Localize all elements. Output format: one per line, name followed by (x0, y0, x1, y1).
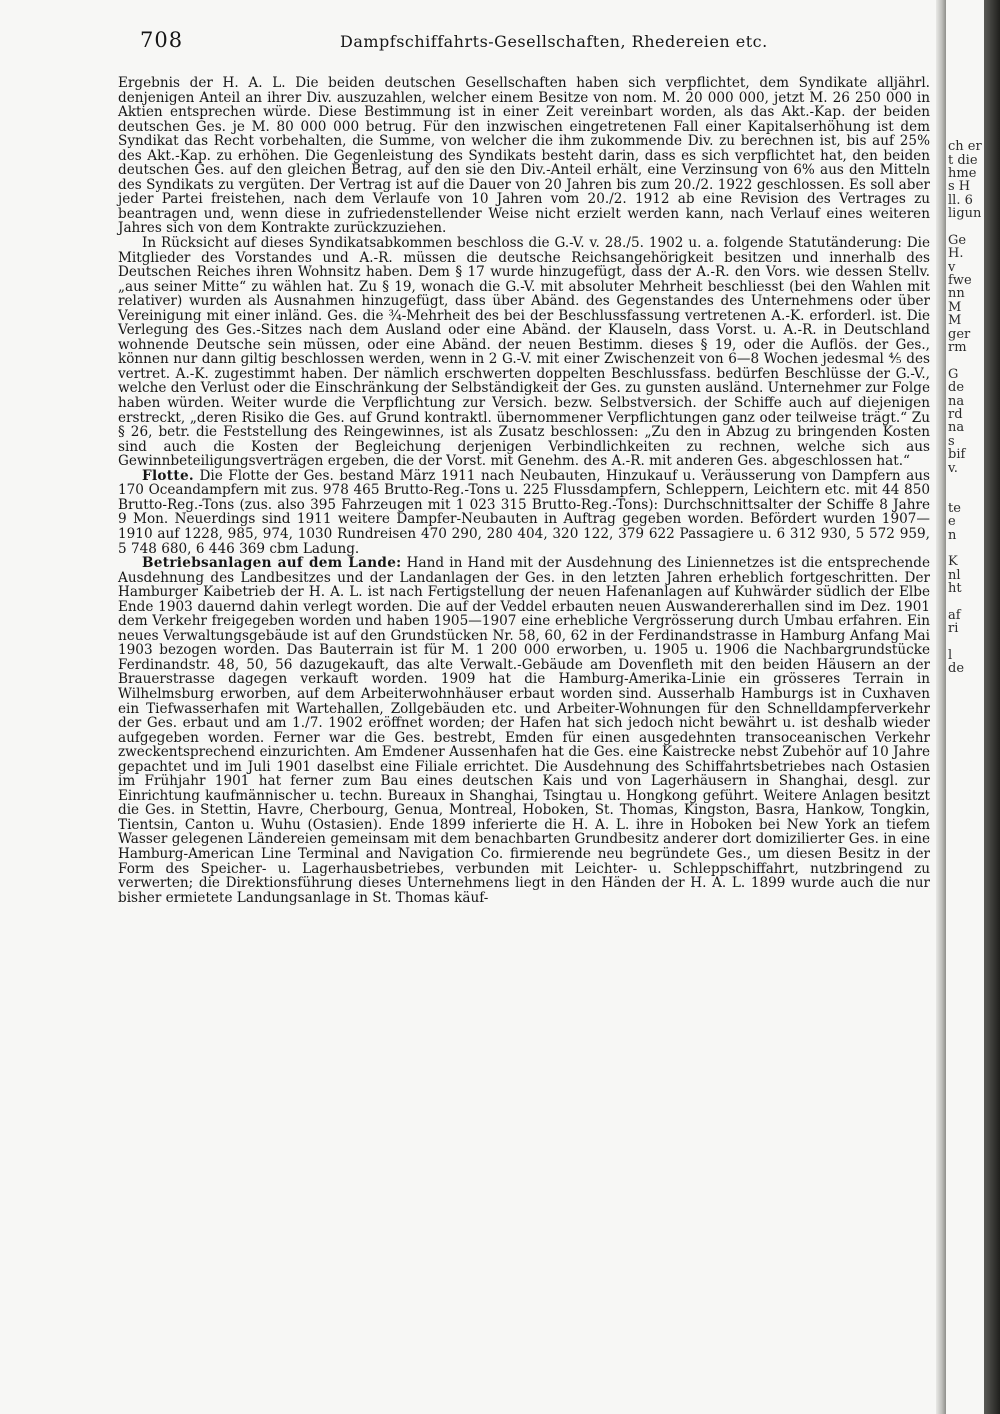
adjacent-fragment-line: l (948, 648, 953, 664)
adjacent-fragment-line: G (948, 366, 959, 382)
adjacent-fragment-line: M (948, 299, 962, 315)
adjacent-fragment-line: v. (948, 460, 958, 476)
adjacent-fragment-line: te (948, 500, 961, 516)
adjacent-fragment-line: nn (948, 286, 965, 302)
paragraph-fleet (118, 469, 930, 556)
adjacent-fragment-line: fwe (948, 273, 972, 289)
adjacent-fragment-line: e (948, 514, 956, 530)
paragraph-land-facilities (118, 556, 930, 905)
adjacent-fragment-line: ger (948, 326, 971, 342)
adjacent-fragment-line: de (948, 661, 965, 677)
adjacent-fragment-line: H. (948, 246, 964, 262)
adjacent-fragment-line: t die (948, 152, 978, 168)
adjacent-fragment-line: ll. 6 (948, 192, 973, 208)
paragraph-statute-changes: In Rücksicht auf dieses Syndikatsabkommen beschloss die G.-V. v. 28./5. 1902 u. a. folgende Statutänderung: Die Mitglieder des Vorstandes und A.-R. müssen die deutsche Reichsangehörigkeit besitzen und innerhalb des Deutschen Reiches ihren Wohnsitz haben. Dem § 17 wurde hinzugefügt, dass der A.-R. den Vors. wie dessen Stellv. „aus seiner Mitte“ zu wählen hat. Zu § 19, wonach die G.-V. mit absoluter Mehrheit beschliesst (bei den Wahlen mit relativer) wurden als Ausnahmen hinzugefügt, dass über Abänd. des Gegenstandes des Unternehmens oder über Vereinigung mit einer inländ. Ges. die ¾-Mehrheit des bei der Beschlussfassung vertretenen A.-K. erforderl. ist. Die Verlegung des Ges.-Sitzes nach dem Ausland oder eine Abänd. der Klauseln, dass Vorst. u. A.-R. in Deutschland wohnende Deutsche sein müssen, oder eine Abänd. der neuen Bestimm. dieses § 19, oder die Auflös. der Ges., können nur dann giltig beschlossen werden, wenn in 2 G.-V. mit einer Zwischenzeit von 6—8 Wochen jedesmal ⅘ des vertret. A.-K. zugestimmt haben. Der nämlich erschwerten doppelten Beschlussfass. bedürfen Beschlüsse der G.-V., welche den Verlust oder die Einschränkung der Selbständigkeit der Ges. zu gunsten ausländ. Unternehmer zur Folge haben würden. Weiter wurde die Verpflichtung zur Versich. bezw. Selbstversich. der Schiffe auch auf diejenigen erstreckt, „deren Risiko die Ges. auf Grund kontraktl. übernommener Verpflichtungen ganz oder teilweise trägt.“ Zu § 26, betr. die Feststellung des Reingewinnes, ist als Zusatz beschlossen: „Zu den in Abzug zu bringenden Kosten sind auch die Kosten der Begleichung derjenigen Verbindlichkeiten zu rechnen, welche sich aus Gewinnbeteiligungsverträgen ergeben, die der Vorst. mit Genehm. des A.-R. mit anderen Ges. abgeschlossen hat.“ (118, 235, 930, 470)
adjacent-fragment-line: rm (948, 340, 967, 356)
adjacent-fragment-line: nl (948, 567, 961, 583)
adjacent-fragment-line: na (948, 420, 965, 436)
adjacent-fragment-line: hme (948, 165, 977, 181)
paragraph-syndicate-agreement: Ergebnis der H. A. L. Die beiden deutschen Gesellschaften haben sich verpflichtet, dem Syndikate alljährl. denjenigen Anteil an ihrer Div. auszuzahlen, welcher einem Besitze von nom. M. 20 000 000, jetzt M. 26 250 000 in Aktien entsprechen würde. Diese Bestimmung ist in einer Zeit vereinbart worden, als das Akt.-Kap. der beiden deutschen Ges. je M. 80 000 000 betrug. Für den inzwischen eingetretenen Fall einer Kapitalserhöhung ist dem Syndikat das Recht vorbehalten, die Summe, von welcher die ihm zukommende Div. zu berechnen ist, bis auf 25% des Akt.-Kap. zu erhöhen. Die Gegenleistung des Syndikats besteht darin, dass es sich verpflichtet hat, den beiden deutschen Ges. auf den gleichen Betrag, auf den sie den Div.-Anteil erhält, eine Verzinsung von 6% aus den Mitteln des Syndikats zu vergüten. Der Vertrag ist auf die Dauer von 20 Jahren bis zum 20./2. 1922 geschlossen. Es soll aber jeder Partei freistehen, nach dem Verlaufe von 10 Jahren vom 20./2. 1912 ab eine Revision des Vertrages zu beantragen und, wenn diese in zufriedenstellender Weise nicht erzielt werden kann, nach Verlauf eines weiteren Jahres sich von dem Kontrakte zurückzuziehen. (118, 75, 930, 237)
adjacent-fragment-line: v (948, 259, 956, 275)
binding-fold (984, 0, 1000, 1414)
adjacent-fragment-line: de (948, 380, 965, 396)
adjacent-fragment-line: ht (948, 581, 962, 597)
adjacent-fragment-line: af (948, 607, 961, 623)
page-edge-shadow (936, 0, 946, 1414)
adjacent-fragment-line: na (948, 393, 965, 409)
adjacent-fragment-line: ri (948, 621, 959, 637)
page-header (140, 28, 940, 58)
adjacent-fragment-line: ch er (948, 139, 982, 155)
adjacent-fragment-line: Ge (948, 232, 967, 248)
adjacent-fragment-line: rd (948, 406, 963, 422)
page-number: 708 (140, 28, 184, 52)
land-facilities-heading: Betriebsanlagen auf dem Lande: (142, 555, 402, 572)
land-facilities-text: Hand in Hand mit der Ausdehnung des Liniennetzes ist die entsprechende Ausdehnung des Landbesitzes und der Landanlagen der Ges. in den letzten Jahren erheblich fortgeschritten. Der Hamburger Kaibetrieb der H. A. L. ist nach Fertigstellung der neuen Hafenanlagen auf Kuhwärder südlich der Elbe Ende 1903 dauernd dahin verlegt worden. Die auf der Veddel erbauten neuen Auswandererhallen sind im Dez. 1901 dem Verkehr freigegeben worden und haben 1905—1907 eine erhebliche Vergrösserung durch Umbau erfahren. Ein neues Verwaltungsgebäude ist auf den Grundstücken Nr. 58, 60, 62 in der Ferdinandstrasse in Hamburg Anfang Mai 1903 bezogen worden. Das Bauterrain ist für M. 1 200 000 erworben, u. 1905 u. 1906 die Nachbargrundstücke Ferdinandstr. 48, 50, 56 dazugekauft, das alte Verwalt.-Gebäude am Dovenfleth mit den beiden Häusern an der Brauerstrasse dagegen verkauft worden. 1909 hat die Hamburg-Amerika-Linie ein grösseres Terrain in Wilhelmsburg erworben, auf dem Arbeiterwohnhäuser erbaut worden sind. Ausserhalb Hamburgs ist in Cuxhaven ein Tiefwasserhafen mit Wartehallen, Zollgebäuden etc. und Arbeiter-Wohnungen für den Schnelldampferverkehr der Ges. erbaut und am 1./7. 1902 eröffnet worden; der Hafen hat sich jedoch nicht bewährt u. ist deshalb wieder aufgegeben worden. Ferner war die Ges. bestrebt, Emden für einen ausgedehnten transoceanischen Verkehr zweckentsprechend einzurichten. Am Emdener Aussenhafen hat die Ges. eine Kaistrecke nebst Zubehör auf 10 Jahre gepachtet und im Juli 1901 daselbst eine Filiale errichtet. Die Ausdehnung des Schiffahrtsbetriebes nach Ostasien im Frühjahr 1901 hat ferner zum Bau eines deutschen Kais und von Lagerhäusern in Shanghai, desgl. zur Einrichtung kaufmännischer u. techn. Bureaux in Shanghai, Tsingtau u. Hongkong geführt. Weitere Anlagen besitzt die Ges. in Stettin, Havre, Cherbourg, Genua, Montreal, Hoboken, St. Thomas, Kingston, Basra, Hankow, Tongkin, Tientsin, Canton u. Wuhu (Ostasien). Ende 1899 inferierte die H. A. L. ihre in Hoboken bei New York an tiefem Wasser gelegenen Ländereien gemeinsam mit dem benachbarten Grundbesitz anderer dort domizilierter Ges. in eine Hamburg-American Line Terminal and Navigation Co. firmierende neu begründete Ges., um diesen Besitz in der Form des Speicher- u. Lagerhausbetriebes, verbunden mit Leichter- u. Schleppschiffahrt, nutzbringend zu verwerten; die Direktionsführung dieses Unternehmens liegt in den Händen der H. A. L. 1899 wurde auch die nur bisher ermietete Landungsanlage in St. Thomas käuf- (118, 555, 930, 906)
fleet-text: Die Flotte der Ges. bestand März 1911 nach Neubauten, Hinzukauf u. Veräusserung von Dampfern aus 170 Oceandampfern mit zus. 978 465 Brutto-Reg.-Tons u. 225 Flussdampfern, Schleppern, Leichtern etc. mit 44 850 Brutto-Reg.-Tons (zus. also 395 Fahrzeugen mit 1 023 315 Brutto-Reg.-Tons): Durchschnittsalter der Schiffe 8 Jahre 9 Mon. Neuerdings sind 1911 weitere Dampfer-Neubauten in Auftrag gegeben worden. Befördert wurden 1907—1910 auf 1228, 985, 974, 1030 Rundreisen 470 290, 280 404, 320 122, 379 622 Passagiere u. 6 312 930, 5 572 959, 5 748 680, 6 446 369 cbm Ladung. (118, 467, 930, 557)
adjacent-fragment-line: s (948, 433, 955, 449)
adjacent-fragment-line: s H (948, 179, 971, 195)
adjacent-fragment-line: ligun (948, 206, 982, 222)
adjacent-fragment-line: n (948, 527, 957, 543)
adjacent-fragment-line: K (948, 554, 958, 570)
adjacent-fragment-line: bif (948, 447, 966, 463)
fleet-heading: Flotte. (142, 467, 194, 484)
adjacent-fragment-line: M (948, 313, 962, 329)
text-column (118, 76, 930, 905)
running-head: Dampfschiffahrts-Gesellschaften, Rhedereien etc. (340, 32, 768, 51)
